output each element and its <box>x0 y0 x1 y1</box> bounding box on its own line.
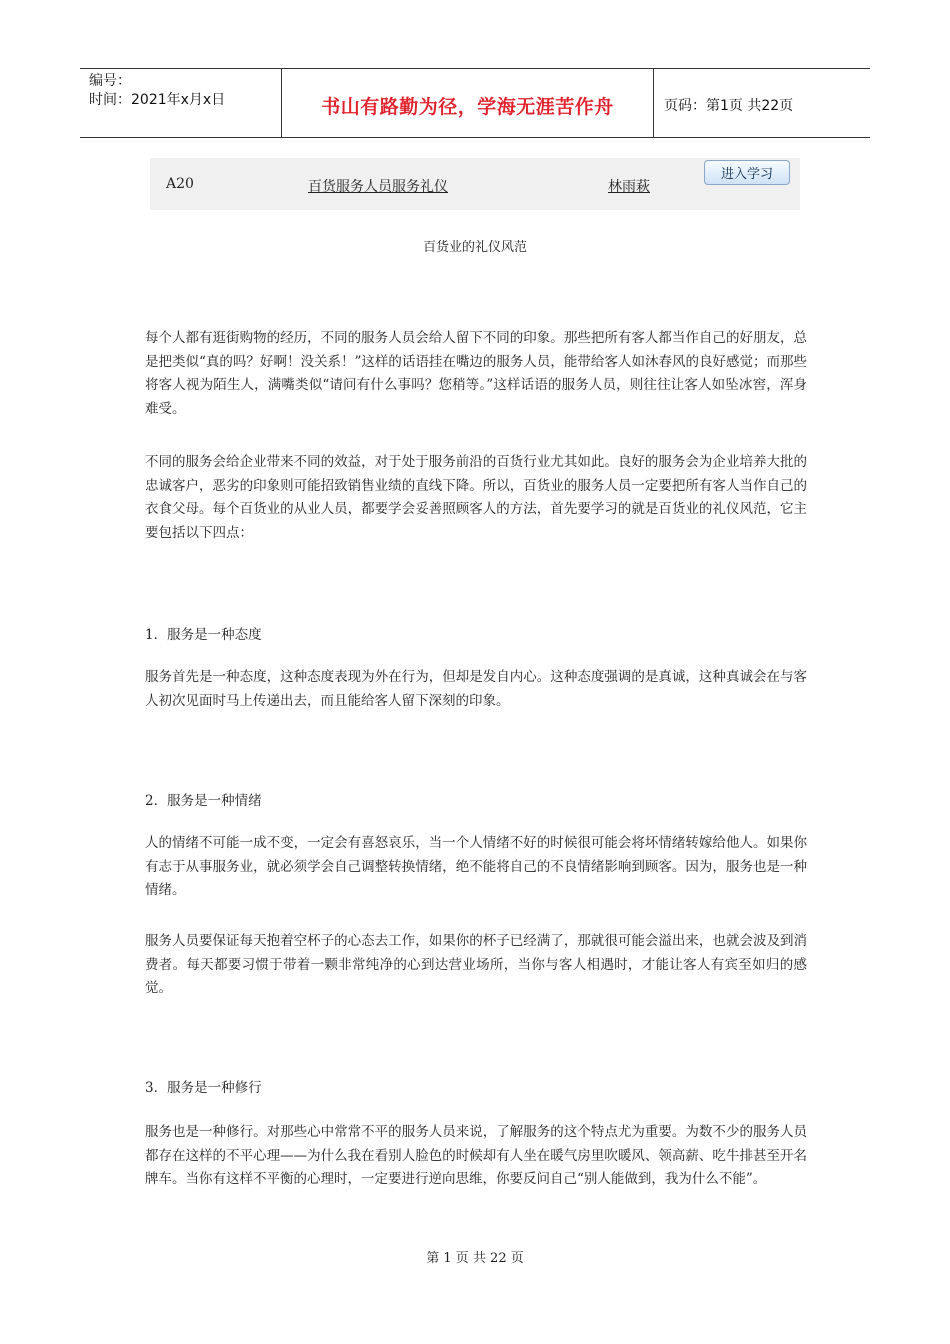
intro-paragraph-1: 每个人都有逛街购物的经历，不同的服务人员会给人留下不同的印象。那些把所有客人都当作自己的好朋友，总是把类似“真的吗？好啊！没关系！”这样的话语挂在嘴边的服务人员，能带给客人如沐春风的良好感觉；而那些将客人视为陌生人，满嘴类似“请问有什么事吗？您稍等。”这样话语的服务人员，则往往让客人如坠冰窖，浑身难受。 <box>145 330 807 417</box>
section-2-paragraph-1: 人的情绪不可能一成不变，一定会有喜怒哀乐，当一个人情绪不好的时候很可能会将坏情绪转嫁给他人。如果你有志于从事服务业，就必须学会自己调整转换情绪，绝不能将自己的不良情绪影响到顾客。因为，服务也是一种情绪。 <box>145 835 807 898</box>
header-page-info: 页码：第1页 共22页 <box>664 98 794 114</box>
course-code: A20 <box>166 176 194 192</box>
section-1-paragraph: 服务首先是一种态度，这种态度表现为外在行为，但却是发自内心。这种态度强调的是真诚，这种真诚会在与客人初次见面时马上传递出去，而且能给客人留下深刻的印象。 <box>145 669 807 709</box>
course-author-link[interactable]: 林雨萩 <box>608 179 650 195</box>
section-2-paragraph-2: 服务人员要保证每天抱着空杯子的心态去工作，如果你的杯子已经满了，那就很可能会溢出来，也就会波及到消费者。每天都要习惯于带着一颗非常纯净的心到达营业场所，当你与客人相遇时，才能让客人有宾至如归的感觉。 <box>145 933 807 996</box>
enter-study-button[interactable]: 进入学习 <box>704 160 790 185</box>
date-label: 时间：2021年x月x日 <box>89 92 226 108</box>
section-2-heading: 2．服务是一种情绪 <box>145 793 262 809</box>
document-title: 百货业的礼仪风范 <box>422 240 527 255</box>
header-motto: 书山有路勤为径，学海无涯苦作舟 <box>282 69 654 137</box>
section-3-paragraph: 服务也是一种修行。对那些心中常常不平的服务人员来说，了解服务的这个特点尤为重要。为数不少的服务人员都存在这样的不平心理——为什么我在看别人脸色的时候却有人坐在暖气房里吹暖风、领高薪、吃牛排甚至开名牌车。当你有这样不平衡的心理时，一定要进行逆向思维，你要反问自己“别人能做到，我为什么不能”。 <box>145 1124 807 1187</box>
intro-paragraph-2: 不同的服务会给企业带来不同的效益，对于处于服务前沿的百货行业尤其如此。良好的服务会为企业培养大批的忠诚客户，恶劣的印象则可能招致销售业绩的直线下降。所以，百货业的服务人员一定要把所有客人当作自己的衣食父母。每个百货业的从业人员，都要学会妥善照顾客人的方法，首先要学习的就是百货业的礼仪风范，它主要包括以下四点： <box>145 454 807 541</box>
page-footer: 第 1 页 共 22 页 <box>426 1251 524 1266</box>
section-1-heading: 1．服务是一种态度 <box>145 627 262 643</box>
section-3-heading: 3．服务是一种修行 <box>145 1080 262 1096</box>
course-title-link[interactable]: 百货服务人员服务礼仪 <box>308 179 448 195</box>
course-bar <box>150 158 800 210</box>
number-label: 编号： <box>89 73 131 89</box>
header-meta <box>80 69 282 137</box>
document-header <box>80 68 870 138</box>
